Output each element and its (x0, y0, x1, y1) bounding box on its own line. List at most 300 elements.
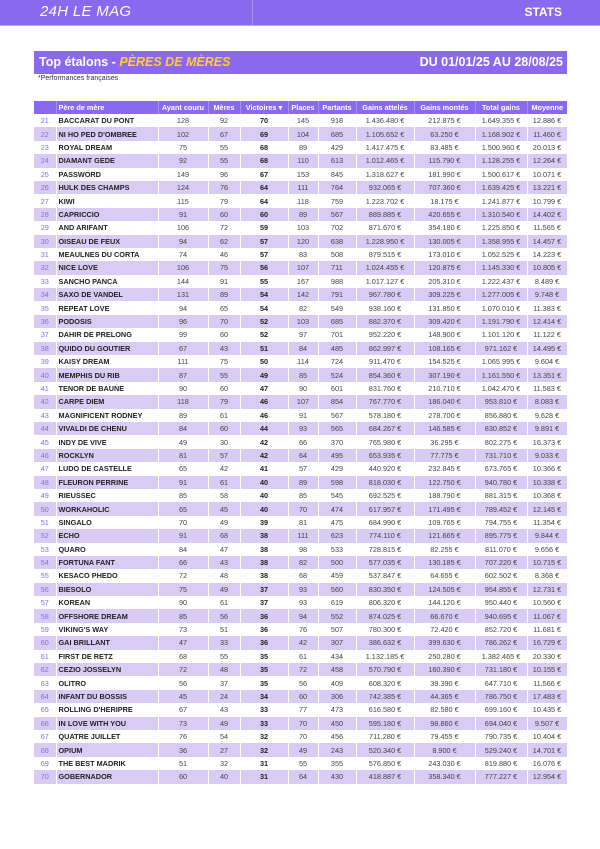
cell-total-gains: 1.168.902 € (475, 127, 527, 140)
cell-victoires: 64 (240, 194, 288, 207)
cell-moyenne: 9.033 € (527, 449, 567, 462)
cell-rank: 45 (34, 435, 56, 448)
cell-meres: 49 (208, 717, 240, 730)
cell-victoires: 31 (240, 757, 288, 770)
table-row[interactable] (34, 261, 567, 274)
table-row[interactable] (34, 476, 567, 489)
table-row[interactable] (34, 235, 567, 248)
cell-total-gains: 954.855 € (475, 583, 527, 596)
cell-victoires: 39 (240, 516, 288, 529)
table-row[interactable] (34, 516, 567, 529)
cell-ayant-couru: 72 (158, 663, 208, 676)
table-row[interactable] (34, 502, 567, 515)
cell-total-gains: 786.750 € (475, 690, 527, 703)
cell-moyenne: 12.731 € (527, 583, 567, 596)
cell-meres: 57 (208, 449, 240, 462)
cell-gains-montes: 124.505 € (414, 583, 475, 596)
cell-total-gains: 529.240 € (475, 743, 527, 756)
cell-ayant-couru: 106 (158, 221, 208, 234)
cell-moyenne: 16.373 € (527, 435, 567, 448)
cell-rank: 65 (34, 703, 56, 716)
cell-ayant-couru: 115 (158, 194, 208, 207)
column-header-label: Places (291, 103, 315, 112)
cell-total-gains: 811.070 € (475, 543, 527, 556)
stallion-table (34, 101, 568, 784)
cell-victoires: 35 (240, 663, 288, 676)
table-row[interactable] (34, 221, 567, 234)
column-header-label: Gains attelés (362, 103, 408, 112)
cell-moyenne: 10.799 € (527, 194, 567, 207)
cell-total-gains: 852.720 € (475, 623, 527, 636)
cell-meres: 79 (208, 395, 240, 408)
column-header-label: Père de mère (58, 103, 105, 112)
table-row[interactable] (34, 543, 567, 556)
cell-sire-name: BACCARAT DU PONT (56, 114, 158, 127)
cell-gains-montes: 108.165 € (414, 342, 475, 355)
table-row[interactable] (34, 636, 567, 649)
cell-places: 64 (288, 770, 318, 783)
table-row[interactable] (34, 583, 567, 596)
cell-ayant-couru: 66 (158, 556, 208, 569)
table-row[interactable] (34, 382, 567, 395)
table-row[interactable] (34, 596, 567, 609)
cell-places: 85 (288, 489, 318, 502)
cell-total-gains: 830.852 € (475, 422, 527, 435)
cell-places: 42 (288, 636, 318, 649)
cell-moyenne: 12.414 € (527, 315, 567, 328)
cell-gains-atteles: 577.035 € (356, 556, 414, 569)
cell-places: 167 (288, 275, 318, 288)
cell-rank: 35 (34, 301, 56, 314)
cell-gains-montes: 44.365 € (414, 690, 475, 703)
column-header-moyenne[interactable] (527, 101, 567, 114)
table-row[interactable] (34, 489, 567, 502)
cell-meres: 62 (208, 235, 240, 248)
cell-sire-name: KAISY DREAM (56, 355, 158, 368)
cell-meres: 55 (208, 368, 240, 381)
cell-ayant-couru: 90 (158, 382, 208, 395)
column-header-partants[interactable] (318, 101, 356, 114)
cell-victoires: 49 (240, 368, 288, 381)
cell-ayant-couru: 85 (158, 609, 208, 622)
cell-partants: 567 (318, 208, 356, 221)
table-row[interactable] (34, 141, 567, 154)
cell-ayant-couru: 118 (158, 395, 208, 408)
cell-meres: 32 (208, 757, 240, 770)
cell-meres: 60 (208, 382, 240, 395)
cell-rank: 36 (34, 315, 56, 328)
cell-meres: 47 (208, 543, 240, 556)
cell-rank: 55 (34, 569, 56, 582)
cell-ayant-couru: 45 (158, 690, 208, 703)
cell-meres: 65 (208, 301, 240, 314)
table-row[interactable] (34, 355, 567, 368)
cell-partants: 409 (318, 676, 356, 689)
cell-partants: 711 (318, 261, 356, 274)
cell-moyenne: 12.954 € (527, 770, 567, 783)
cell-places: 93 (288, 583, 318, 596)
cell-rank: 46 (34, 449, 56, 462)
cell-places: 61 (288, 650, 318, 663)
cell-total-gains: 819.880 € (475, 757, 527, 770)
cell-sire-name: FLEURON PERRINE (56, 476, 158, 489)
cell-gains-montes: 146.585 € (414, 422, 475, 435)
cell-moyenne: 10.560 € (527, 596, 567, 609)
cell-victoires: 38 (240, 569, 288, 582)
table-row[interactable] (34, 409, 567, 422)
cell-sire-name: DIAMANT GEDE (56, 154, 158, 167)
cell-total-gains: 673.765 € (475, 462, 527, 475)
cell-gains-atteles: 871.670 € (356, 221, 414, 234)
table-row[interactable] (34, 743, 567, 756)
cell-total-gains: 881.315 € (475, 489, 527, 502)
cell-total-gains: 1.649.355 € (475, 114, 527, 127)
cell-partants: 429 (318, 141, 356, 154)
cell-gains-atteles: 1.012.465 € (356, 154, 414, 167)
cell-partants: 507 (318, 623, 356, 636)
table-row[interactable] (34, 449, 567, 462)
cell-sire-name: PASSWORD (56, 168, 158, 181)
cell-victoires: 54 (240, 301, 288, 314)
cell-total-gains: 731.180 € (475, 663, 527, 676)
cell-partants: 601 (318, 382, 356, 395)
cell-sire-name: HULK DES CHAMPS (56, 181, 158, 194)
cell-partants: 764 (318, 181, 356, 194)
cell-total-gains: 694.040 € (475, 717, 527, 730)
cell-victoires: 36 (240, 623, 288, 636)
column-header-gains-atteles[interactable] (356, 101, 414, 114)
cell-gains-montes: 250.280 € (414, 650, 475, 663)
cell-gains-atteles: 952.220 € (356, 328, 414, 341)
cell-total-gains: 731.710 € (475, 449, 527, 462)
cell-gains-montes: 358.340 € (414, 770, 475, 783)
table-row[interactable] (34, 181, 567, 194)
cell-rank: 53 (34, 543, 56, 556)
cell-partants: 459 (318, 569, 356, 582)
table-row[interactable] (34, 757, 567, 770)
cell-ayant-couru: 102 (158, 127, 208, 140)
cell-sire-name: FIRST DE RETZ (56, 650, 158, 663)
footnote: *Performances françaises (38, 75, 119, 82)
cell-meres: 61 (208, 596, 240, 609)
table-row[interactable] (34, 275, 567, 288)
cell-meres: 68 (208, 529, 240, 542)
cell-total-gains: 1.382.465 € (475, 650, 527, 663)
cell-sire-name: SINGALO (56, 516, 158, 529)
cell-rank: 59 (34, 623, 56, 636)
table-row[interactable] (34, 301, 567, 314)
table-row[interactable] (34, 703, 567, 716)
cell-ayant-couru: 75 (158, 583, 208, 596)
column-header-sire-name[interactable] (56, 101, 158, 114)
title-prefix: Top étalons - (39, 55, 120, 69)
cell-gains-montes: 82.255 € (414, 543, 475, 556)
cell-moyenne: 17.483 € (527, 690, 567, 703)
cell-rank: 70 (34, 770, 56, 783)
table-row[interactable] (34, 288, 567, 301)
cell-moyenne: 14.457 € (527, 235, 567, 248)
cell-ayant-couru: 106 (158, 261, 208, 274)
cell-moyenne: 20.330 € (527, 650, 567, 663)
cell-ayant-couru: 124 (158, 181, 208, 194)
cell-meres: 30 (208, 435, 240, 448)
cell-ayant-couru: 85 (158, 489, 208, 502)
cell-gains-montes: 77.775 € (414, 449, 475, 462)
column-header-victoires[interactable] (240, 101, 288, 114)
cell-gains-atteles: 1.436.480 € (356, 114, 414, 127)
cell-partants: 429 (318, 462, 356, 475)
cell-gains-atteles: 386.632 € (356, 636, 414, 649)
cell-sire-name: ROCKLYN (56, 449, 158, 462)
cell-rank: 54 (34, 556, 56, 569)
cell-partants: 918 (318, 114, 356, 127)
cell-victoires: 37 (240, 596, 288, 609)
cell-gains-montes: 309.420 € (414, 315, 475, 328)
cell-victoires: 54 (240, 288, 288, 301)
cell-total-gains: 1.070.010 € (475, 301, 527, 314)
cell-rank: 62 (34, 663, 56, 676)
table-row[interactable] (34, 168, 567, 181)
column-header-label: Victoires (245, 103, 277, 112)
table-row[interactable] (34, 435, 567, 448)
column-header-total-gains[interactable] (475, 101, 527, 114)
cell-gains-montes: 278.700 € (414, 409, 475, 422)
cell-places: 70 (288, 502, 318, 515)
sort-down-icon[interactable]: ▾ (276, 103, 283, 112)
title-highlight: PÈRES DE MÈRES (119, 55, 231, 69)
cell-rank: 68 (34, 743, 56, 756)
cell-meres: 56 (208, 609, 240, 622)
cell-ayant-couru: 51 (158, 757, 208, 770)
cell-sire-name: QUARO (56, 543, 158, 556)
cell-total-gains: 953.810 € (475, 395, 527, 408)
column-header-rank[interactable] (34, 101, 56, 114)
cell-moyenne: 11.067 € (527, 609, 567, 622)
cell-rank: 30 (34, 235, 56, 248)
cell-places: 93 (288, 596, 318, 609)
table-row[interactable] (34, 663, 567, 676)
cell-victoires: 60 (240, 208, 288, 221)
cell-sire-name: OISEAU DE FEUX (56, 235, 158, 248)
table-row[interactable] (34, 315, 567, 328)
cell-victoires: 35 (240, 650, 288, 663)
table-row[interactable] (34, 529, 567, 542)
cell-partants: 430 (318, 770, 356, 783)
column-header-meres[interactable] (208, 101, 240, 114)
cell-gains-montes: 160.390 € (414, 663, 475, 676)
cell-ayant-couru: 87 (158, 368, 208, 381)
cell-places: 142 (288, 288, 318, 301)
title-banner (34, 51, 567, 74)
cell-victoires: 33 (240, 717, 288, 730)
cell-meres: 42 (208, 462, 240, 475)
cell-victoires: 68 (240, 141, 288, 154)
cell-partants: 485 (318, 342, 356, 355)
table-row[interactable] (34, 154, 567, 167)
cell-moyenne: 13.351 € (527, 368, 567, 381)
table-row[interactable] (34, 556, 567, 569)
table-row[interactable] (34, 717, 567, 730)
table-row[interactable] (34, 422, 567, 435)
cell-places: 107 (288, 261, 318, 274)
cell-moyenne: 10.071 € (527, 168, 567, 181)
cell-total-gains: 1.310.540 € (475, 208, 527, 221)
cell-meres: 51 (208, 623, 240, 636)
cell-victoires: 38 (240, 529, 288, 542)
cell-places: 110 (288, 154, 318, 167)
cell-gains-atteles: 608.320 € (356, 676, 414, 689)
cell-gains-montes: 72.420 € (414, 623, 475, 636)
table-row[interactable] (34, 770, 567, 783)
cell-meres: 45 (208, 502, 240, 515)
cell-rank: 23 (34, 141, 56, 154)
cell-moyenne: 9.748 € (527, 288, 567, 301)
cell-sire-name: OFFSHORE DREAM (56, 609, 158, 622)
cell-sire-name: MEMPHIS DU RIB (56, 368, 158, 381)
table-row[interactable] (34, 127, 567, 140)
cell-places: 64 (288, 449, 318, 462)
cell-ayant-couru: 144 (158, 275, 208, 288)
table-row[interactable] (34, 114, 567, 127)
cell-places: 90 (288, 382, 318, 395)
cell-victoires: 33 (240, 703, 288, 716)
cell-sire-name: INDY DE VIVE (56, 435, 158, 448)
cell-ayant-couru: 94 (158, 235, 208, 248)
cell-ayant-couru: 70 (158, 516, 208, 529)
cell-gains-montes: 186.040 € (414, 395, 475, 408)
cell-gains-montes: 18.175 € (414, 194, 475, 207)
cell-moyenne: 11.460 € (527, 127, 567, 140)
cell-rank: 37 (34, 328, 56, 341)
cell-partants: 307 (318, 636, 356, 649)
column-header-places[interactable] (288, 101, 318, 114)
cell-meres: 60 (208, 328, 240, 341)
cell-gains-atteles: 1.017.127 € (356, 275, 414, 288)
table-row[interactable] (34, 342, 567, 355)
table-row[interactable] (34, 194, 567, 207)
cell-rank: 29 (34, 221, 56, 234)
cell-partants: 623 (318, 529, 356, 542)
column-header-gains-montes[interactable] (414, 101, 475, 114)
cell-places: 118 (288, 194, 318, 207)
cell-total-gains: 1.052.525 € (475, 248, 527, 261)
cell-sire-name: PODOSIS (56, 315, 158, 328)
table-row[interactable] (34, 676, 567, 689)
cell-partants: 552 (318, 609, 356, 622)
column-header-label: Partants (322, 103, 352, 112)
cell-victoires: 32 (240, 730, 288, 743)
table-row[interactable] (34, 208, 567, 221)
cell-moyenne: 10.805 € (527, 261, 567, 274)
cell-moyenne: 8.083 € (527, 395, 567, 408)
cell-ayant-couru: 84 (158, 543, 208, 556)
cell-ayant-couru: 67 (158, 703, 208, 716)
table-body (34, 114, 567, 784)
table-row[interactable] (34, 650, 567, 663)
cell-gains-atteles: 684.990 € (356, 516, 414, 529)
cell-rank: 28 (34, 208, 56, 221)
cell-partants: 508 (318, 248, 356, 261)
cell-moyenne: 20.013 € (527, 141, 567, 154)
table-row[interactable] (34, 328, 567, 341)
cell-sire-name: BIESOLO (56, 583, 158, 596)
cell-meres: 96 (208, 168, 240, 181)
cell-rank: 21 (34, 114, 56, 127)
top-bar (0, 0, 600, 26)
cell-sire-name: DAHIR DE PRELONG (56, 328, 158, 341)
cell-total-gains: 602.502 € (475, 569, 527, 582)
cell-gains-atteles: 520.340 € (356, 743, 414, 756)
cell-total-gains: 786.262 € (475, 636, 527, 649)
cell-victoires: 70 (240, 114, 288, 127)
cell-sire-name: NI HO PED D'OMBREE (56, 127, 158, 140)
cell-gains-montes: 707.360 € (414, 181, 475, 194)
table-row[interactable] (34, 462, 567, 475)
column-header-ayant-couru[interactable] (158, 101, 208, 114)
cell-gains-atteles: 967.780 € (356, 288, 414, 301)
cell-sire-name: GAI BRILLANT (56, 636, 158, 649)
cell-meres: 61 (208, 476, 240, 489)
table-row[interactable] (34, 368, 567, 381)
cell-moyenne: 13.221 € (527, 181, 567, 194)
cell-gains-atteles: 684.267 € (356, 422, 414, 435)
table-row[interactable] (34, 248, 567, 261)
cell-gains-montes: 148.900 € (414, 328, 475, 341)
cell-total-gains: 1.225.850 € (475, 221, 527, 234)
table-row[interactable] (34, 623, 567, 636)
cell-sire-name: KESACO PHEDO (56, 569, 158, 582)
cell-gains-montes: 181.990 € (414, 168, 475, 181)
cell-places: 103 (288, 221, 318, 234)
cell-places: 93 (288, 422, 318, 435)
cell-rank: 56 (34, 583, 56, 596)
cell-gains-atteles: 692.525 € (356, 489, 414, 502)
cell-places: 107 (288, 395, 318, 408)
cell-gains-montes: 115.790 € (414, 154, 475, 167)
cell-ayant-couru: 65 (158, 462, 208, 475)
table-row[interactable] (34, 690, 567, 703)
cell-places: 70 (288, 730, 318, 743)
cell-moyenne: 11.681 € (527, 623, 567, 636)
cell-total-gains: 1.241.877 € (475, 194, 527, 207)
cell-ayant-couru: 81 (158, 449, 208, 462)
cell-sire-name: FORTUNA FANT (56, 556, 158, 569)
cell-sire-name: CEZIO JOSSELYN (56, 663, 158, 676)
cell-places: 97 (288, 328, 318, 341)
table-row[interactable] (34, 395, 567, 408)
cell-places: 145 (288, 114, 318, 127)
cell-sire-name: ECHO (56, 529, 158, 542)
cell-meres: 55 (208, 154, 240, 167)
cell-places: 89 (288, 141, 318, 154)
cell-partants: 701 (318, 328, 356, 341)
table-row[interactable] (34, 609, 567, 622)
cell-gains-montes: 130.185 € (414, 556, 475, 569)
cell-victoires: 38 (240, 543, 288, 556)
table-row[interactable] (34, 569, 567, 582)
cell-meres: 46 (208, 248, 240, 261)
cell-ayant-couru: 36 (158, 743, 208, 756)
table-row[interactable] (34, 730, 567, 743)
cell-partants: 456 (318, 730, 356, 743)
cell-total-gains: 1.128.255 € (475, 154, 527, 167)
cell-rank: 32 (34, 261, 56, 274)
cell-meres: 37 (208, 676, 240, 689)
cell-partants: 545 (318, 489, 356, 502)
cell-sire-name: QUIDO DU GOUTIER (56, 342, 158, 355)
cell-victoires: 68 (240, 154, 288, 167)
cell-total-gains: 802.275 € (475, 435, 527, 448)
